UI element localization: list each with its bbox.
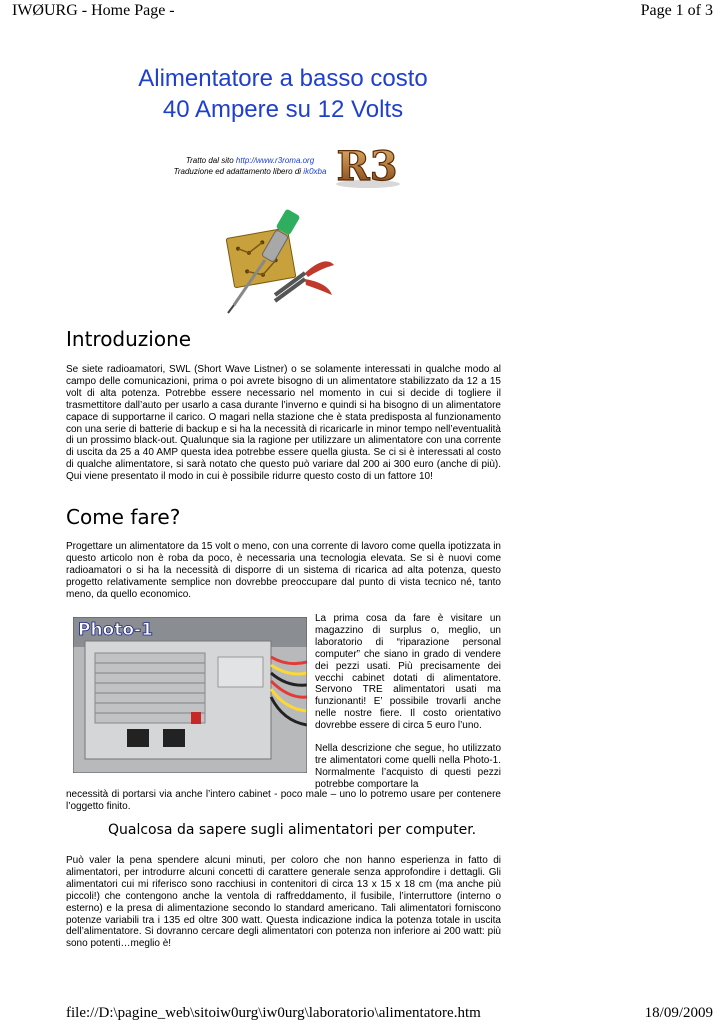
wrap-continuation: necessità di portarsi via anche l’intero cabinet - poco male – uno lo potremo usare per contenere l’oggetto finito. [66,789,501,812]
credit-site-link[interactable]: http://www.r3roma.org [235,156,315,165]
r3-logo [330,140,405,195]
intro-paragraph: Se siete radioamatori, SWL (Short Wave Listner) o se solamente interessati in qualche modo al campo delle comunicazioni, prima o poi avrete bisogno di un alimentatore stabilizzato da 12 a 15 volt di alta potenza. Potrebbe essere necessario nel momento in cui si decide di togliere il trasmettitore dall’auto per usarlo a casa durante l’inverno e quindi si ha bisogno di un alimentatore capace di supportarne il carico. O magari nella stazione che è stata predisposta al funzionamento con una serie di batterie di backup e si ha la necessità di ricaricarle in minor tempo nell’eventualità di un prossimo black-out. Qualunque sia la ragione per utilizzare un alimentatore con una corrente di uscita da 25 a 40 AMP questa idea potrebbe essere quella giusta. Se ci si è interessati al costo di qualche alimentatore, si sarà notato che questo può variare dal 200 ai 300 euro (anche di più). Qui viene presentato il modo in cui è possibile ridurre questo costo di un fattore 10! [66,364,501,483]
intro-heading: Introduzione [66,327,192,351]
header-page-indicator: Page 1 of 3 [640,2,713,19]
photo-label: Photo-1 [78,620,153,640]
credit-prefix-1: Tratto dal sito [185,156,236,165]
side-paragraph-2: Nella descrizione che segue, ho utilizzato tre alimentatori come quelli nella Photo-1. Normalmente l’acquisto di questi pezzi potrebbe comportare la [315,743,501,790]
sub-heading: Qualcosa da sapere sugli alimentatori per computer. [108,822,477,838]
how-paragraph: Progettare un alimentatore da 15 volt o meno, con una corrente di lavoro come quella ipotizzata in questo articolo non è roba da poco, è necessaria una tecnologia elevata. Se si è nuovi come radioamatori o si ha la necessità di disporre di un sistema di ricarica ad alta potenza, questo progetto relativamente semplice non dovrebbe preoccupare dal punto di vista tecnico né, tanto meno, da quello economico. [66,541,501,600]
how-heading: Come fare? [66,505,181,529]
last-paragraph: Può valer la pena spendere alcuni minuti, per coloro che non hanno esperienza in fatto di alimentatori, per introdurre alcuni concetti di carattere generale senza approfondire i dettagli. Gli alimentatori cui mi riferisco sono racchiusi in contenitori di circa 13 x 15 x 18 cm (ma anche più piccoli!) che contengono anche la ventola di raffreddamento, il fusibile, l’interruttore (interno o esterno) e la presa di alimentazione secondo lo standard americano. Tali alimentatori forniscono potenze variabili tra i 135 ed oltre 300 watt. Questa indicazione indica la potenza totale in uscita dell’alimentatore. Si dovranno cercare degli alimentatori con potenza non inferiore ai 200 watt: più sono potenti…meglio è! [66,855,501,950]
credit-block [150,155,350,177]
footer-date: 18/09/2009 [644,1005,713,1021]
credit-prefix-2: Traduzione ed adattamento libero di [173,167,304,176]
title-line-2: 40 Ampere su 12 Volts [162,96,404,123]
title-line-1: Alimentatore a basso costo [138,65,428,92]
svg-text:R3: R3 [336,143,398,190]
photo-power-supply [73,617,307,773]
header-site-title: IWØURG - Home Page - [12,2,175,19]
soldering-tools-image [220,205,340,320]
side-paragraph-1: La prima cosa da fare è visitare un magazzino di surplus o, meglio, un laboratorio di “riparazione personal computer” che siano in grado di vendere dei pezzi usati. Più precisamente dei vecchi cabinet dotati di alimentatore. Servono TRE alimentatori usati ma funzionanti! E’ possibile trovarli anche nelle nostre fiere. Il costo orientativo dovrebbe essere di circa 5 euro l’uno. [315,613,501,732]
footer-file-path: file://D:\pagine_web\sitoiw0urg\iw0urg\laboratorio\alimentatore.htm [66,1005,481,1021]
credit-author-link[interactable]: ik0xba [303,167,327,176]
